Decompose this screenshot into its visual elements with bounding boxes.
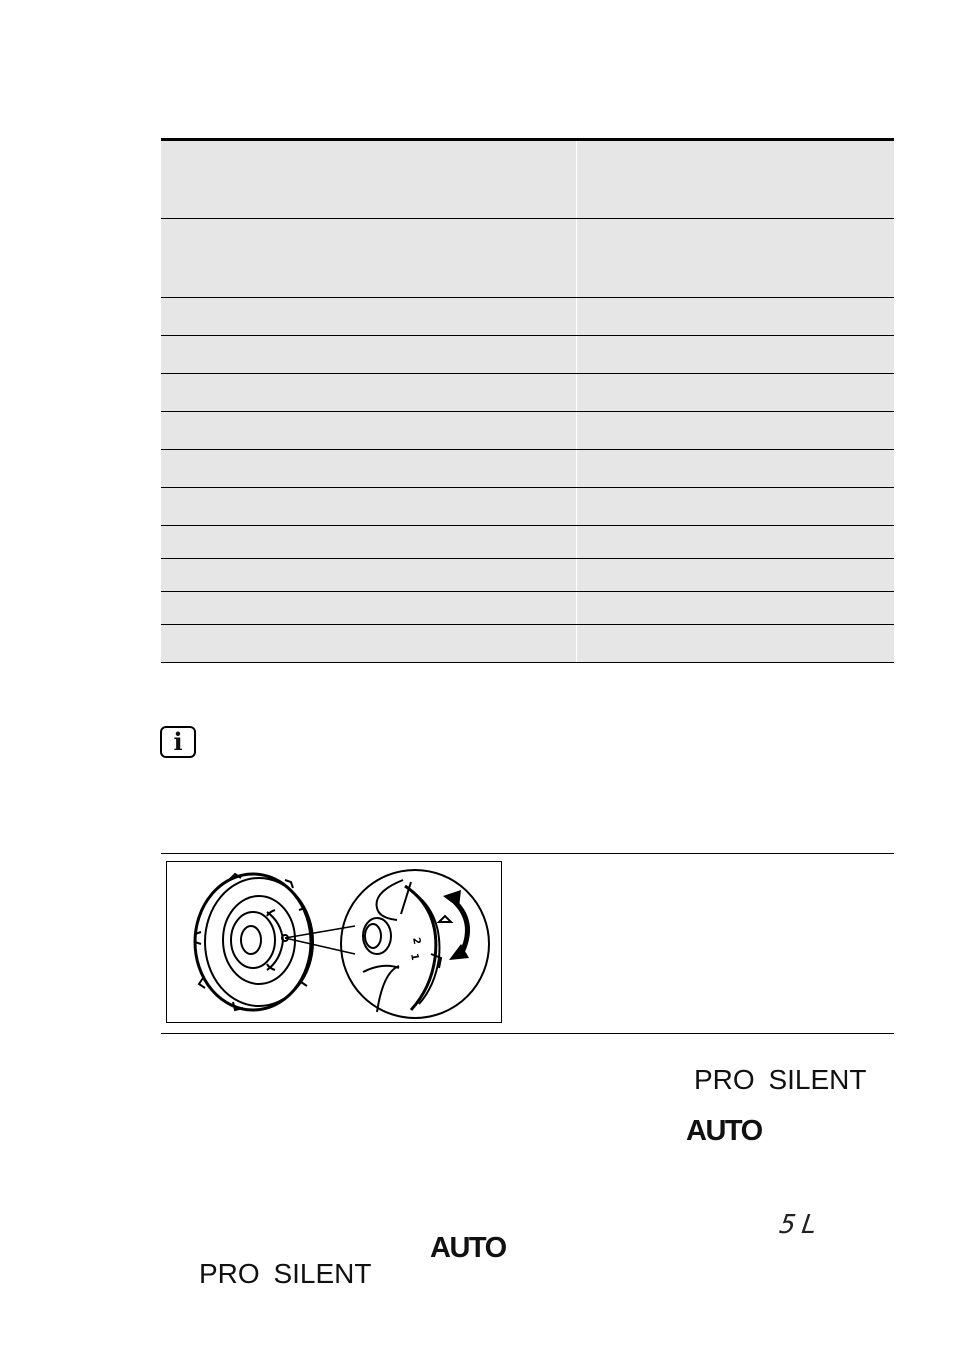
table-row (161, 625, 894, 663)
program-label-pro-silent: PRO SILENT (694, 1064, 867, 1095)
table-row (161, 526, 894, 559)
program-label-pro-silent-2: PRO SILENT (199, 1258, 372, 1289)
table-row (161, 559, 894, 592)
program-label-auto-2: AUTO (430, 1232, 506, 1264)
dial-illustration (166, 861, 502, 1023)
table-row (161, 298, 894, 336)
dial-number-2: 2 (410, 936, 423, 946)
info-glyph: i (173, 727, 183, 756)
data-table (161, 138, 894, 663)
display-indicator-sl: 5L (777, 1210, 826, 1240)
dial-number-1: 1 (408, 952, 421, 962)
table-row (161, 374, 894, 412)
table-row (161, 219, 894, 298)
table-row (161, 488, 894, 526)
rotate-arrow-icon (443, 890, 469, 960)
table-header-row (161, 141, 894, 219)
dial-drawing (167, 862, 501, 1022)
table-row (161, 592, 894, 625)
info-icon (160, 726, 196, 758)
table-row (161, 412, 894, 450)
program-label-auto: AUTO (686, 1115, 762, 1147)
table-row (161, 336, 894, 374)
table-row (161, 450, 894, 488)
figure-top-rule (161, 853, 894, 854)
figure-bottom-rule (161, 1033, 894, 1034)
